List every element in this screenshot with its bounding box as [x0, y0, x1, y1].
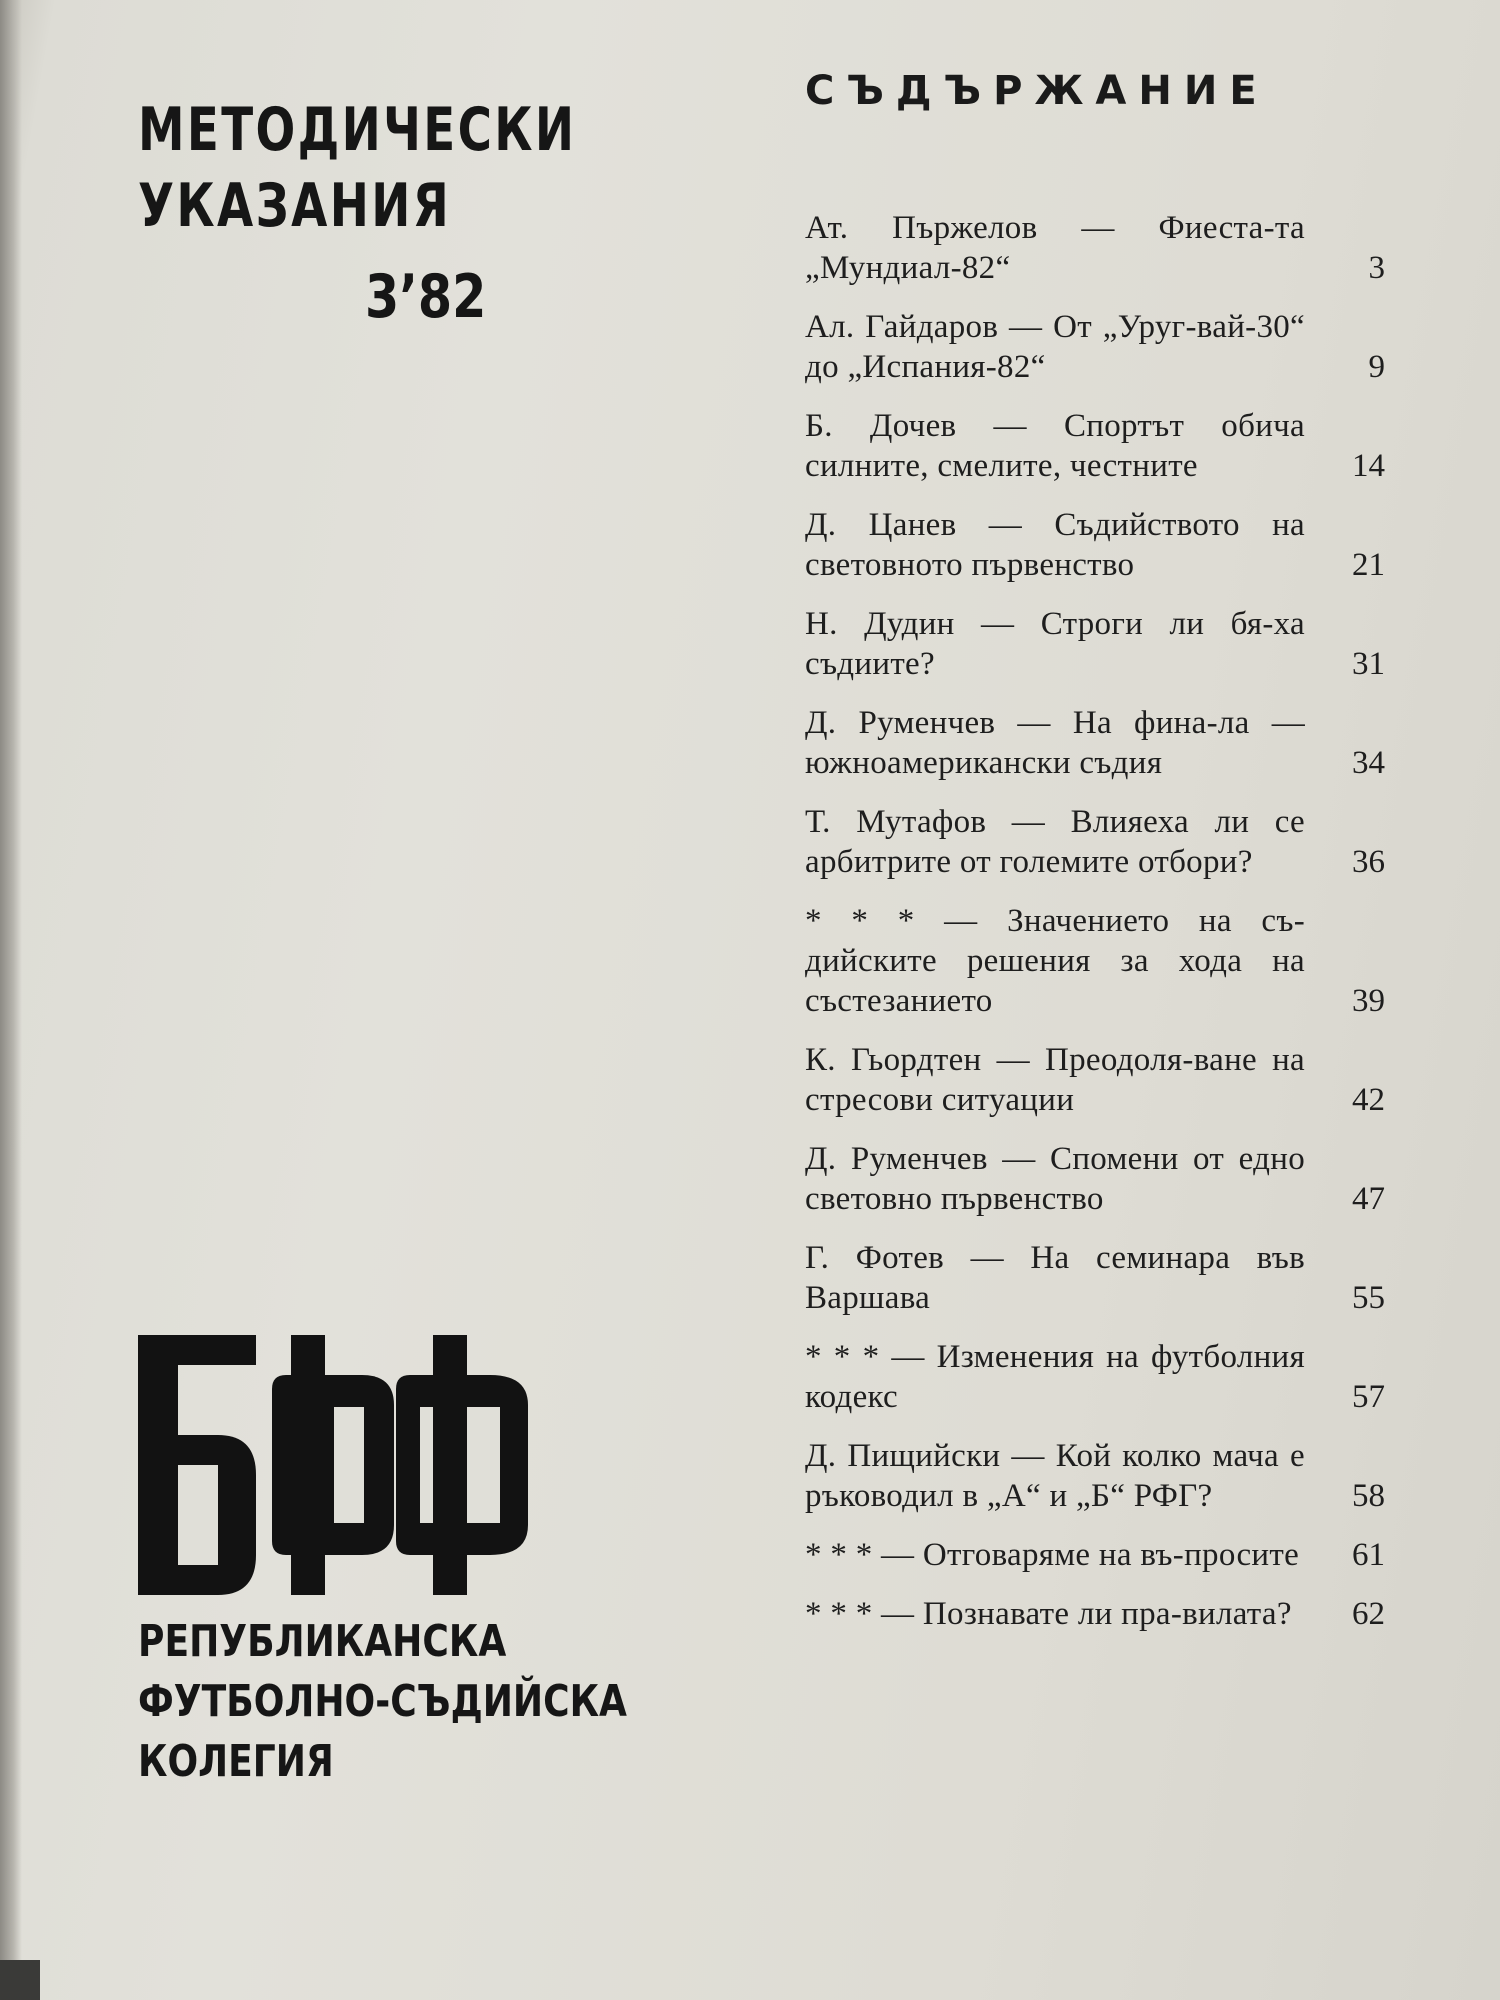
toc-entry-title: Г. Фотев — На семинара във Варшава — [805, 1240, 1305, 1316]
organization-name — [138, 1612, 627, 1792]
toc-entry-title: * * * — Познавате ли пра-вилата? — [805, 1596, 1292, 1632]
toc-entry — [805, 901, 1385, 1021]
toc-entry-page: 57 — [1352, 1379, 1385, 1415]
toc-entry-title: * * * — Отговаряме на въ-просите — [805, 1537, 1300, 1573]
toc-entry — [805, 1040, 1385, 1120]
toc-entry-page: 31 — [1352, 646, 1385, 682]
toc-entry — [805, 505, 1385, 585]
toc-entry — [805, 703, 1385, 783]
toc-entry-page: 9 — [1368, 349, 1385, 385]
bff-logo — [138, 1335, 528, 1595]
toc-entry — [805, 1535, 1385, 1575]
publication-title — [138, 92, 576, 244]
toc-entry — [805, 1139, 1385, 1219]
toc-entry-page: 47 — [1352, 1181, 1385, 1217]
toc-entry-title: Д. Руменчев — Спомени от едно световно първенство — [805, 1141, 1305, 1217]
toc-heading: СЪДЪРЖАНИЕ — [805, 68, 1269, 114]
toc-entry-page: 3 — [1368, 250, 1385, 286]
toc-entry — [805, 1337, 1385, 1417]
toc-entry-page: 39 — [1352, 983, 1385, 1019]
toc-entry-page: 55 — [1352, 1280, 1385, 1316]
book-spine — [0, 0, 22, 2000]
toc-entry — [805, 1436, 1385, 1516]
toc-entry-title: Б. Дочев — Спортът обича силните, смелите, честните — [805, 408, 1305, 484]
table-of-contents — [805, 208, 1385, 1653]
publication-title-line2: УКАЗАНИЯ — [138, 171, 452, 241]
toc-entry-page: 36 — [1352, 844, 1385, 880]
organization-line3: КОЛЕГИЯ — [138, 1736, 334, 1787]
toc-entry-page: 21 — [1352, 547, 1385, 583]
toc-entry-title: Ал. Гайдаров — От „Уруг-вай-30“ до „Испания-82“ — [805, 309, 1305, 385]
toc-entry-page: 34 — [1352, 745, 1385, 781]
toc-entry — [805, 1594, 1385, 1634]
page-corner-shadow — [0, 1960, 40, 2000]
toc-entry-title: * * * — Изменения на футболния кодекс — [805, 1339, 1305, 1415]
toc-entry-page: 62 — [1352, 1596, 1385, 1632]
publication-title-line1: МЕТОДИЧЕСКИ — [138, 95, 577, 165]
toc-entry — [805, 208, 1385, 288]
toc-entry — [805, 406, 1385, 486]
toc-entry-title: Ат. Пържелов — Фиеста-та „Мундиал-82“ — [805, 210, 1305, 286]
toc-entry — [805, 1238, 1385, 1318]
toc-entry-title: Н. Дудин — Строги ли бя-ха съдиите? — [805, 606, 1305, 682]
toc-entry-title: Д. Пищийски — Кой колко мача е ръководил в „А“ и „Б“ РФГ? — [805, 1438, 1305, 1514]
organization-line2: ФУТБОЛНО-СЪДИЙСКА — [138, 1676, 627, 1727]
organization-line1: РЕПУБЛИКАНСКА — [138, 1616, 507, 1667]
issue-number: 3’82 — [365, 262, 487, 332]
toc-entry-page: 58 — [1352, 1478, 1385, 1514]
toc-entry — [805, 802, 1385, 882]
toc-entry-title: * * * — Значението на съ-дийските решения за хода на състезанието — [805, 903, 1305, 1019]
toc-entry-title: Д. Руменчев — На фина-ла — южноамерикански съдия — [805, 705, 1305, 781]
toc-entry — [805, 604, 1385, 684]
toc-entry — [805, 307, 1385, 387]
toc-entry-title: Т. Мутафов — Влияеха ли се арбитрите от големите отбори? — [805, 804, 1305, 880]
toc-entry-page: 61 — [1352, 1537, 1385, 1573]
toc-entry-title: К. Гьордтен — Преодоля-ване на стресови ситуации — [805, 1042, 1305, 1118]
toc-entry-page: 42 — [1352, 1082, 1385, 1118]
toc-entry-title: Д. Цанев — Съдийството на световното първенство — [805, 507, 1305, 583]
toc-entry-page: 14 — [1352, 448, 1385, 484]
